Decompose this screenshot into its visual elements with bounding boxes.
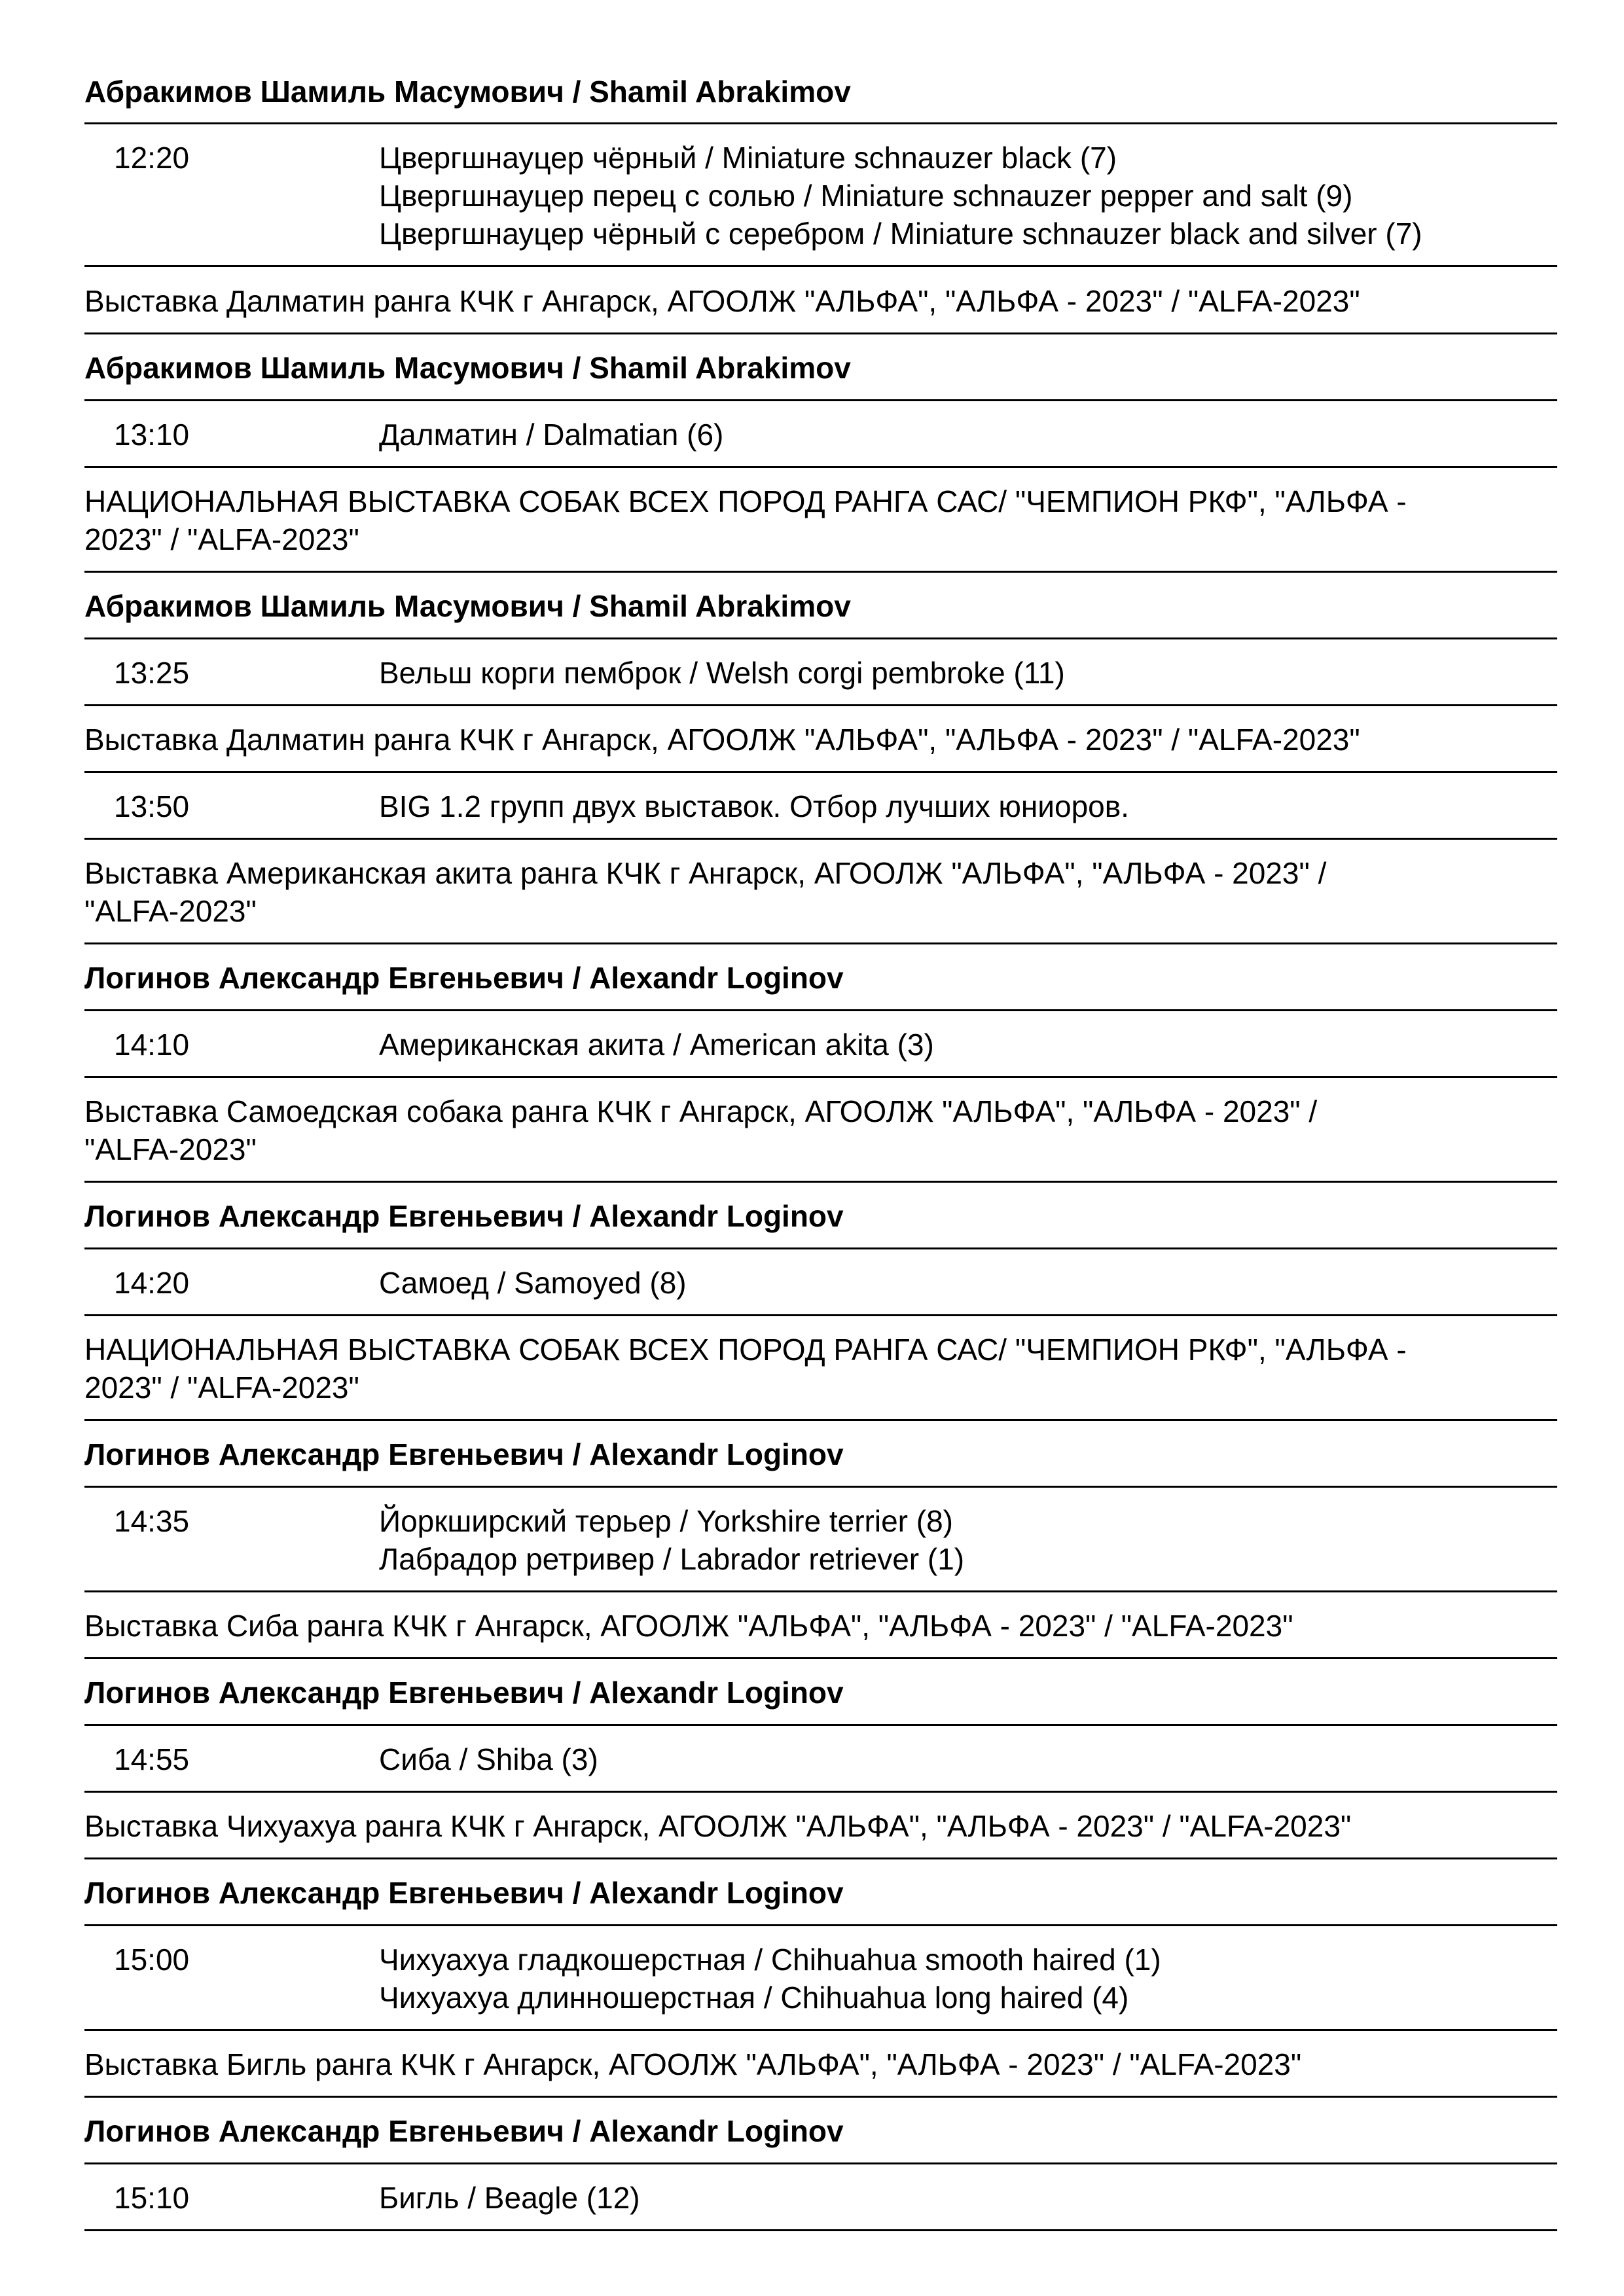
slot-time: 15:10 (114, 2181, 190, 2215)
show-title (84, 1607, 1293, 1645)
judge-row (84, 334, 1557, 401)
show-title-line: Выставка Далматин ранга КЧК г Ангарск, АГООЛЖ "АЛЬФА", "АЛЬФА - 2023" / "ALFA-2023" (84, 723, 1360, 757)
show-title-line: НАЦИОНАЛЬНАЯ ВЫСТАВКА СОБАК ВСЕХ ПОРОД РАНГА САС/ "ЧЕМПИОН РКФ", "АЛЬФА - (84, 1333, 1407, 1367)
breed-line: Чихуахуа гладкошерстная / Chihuahua smooth haired (1) (379, 1943, 1161, 1977)
time-slot-row (84, 1726, 1557, 1793)
judge-name (84, 2112, 844, 2150)
time-slot-row (84, 124, 1557, 267)
show-title (84, 1331, 1407, 1407)
breed-line: Цвергшнауцер перец с солью / Miniature schnauzer pepper and salt (9) (379, 179, 1353, 213)
time-slot-row (84, 639, 1557, 706)
breed-line: Чихуахуа длинношерстная / Chihuahua long haired (4) (379, 1981, 1129, 2015)
time-slot-row (84, 2164, 1557, 2231)
show-title (84, 282, 1360, 320)
judge-name-line: Логинов Александр Евгеньевич / Alexandr Loginov (84, 1876, 844, 1910)
show-title-row (84, 706, 1557, 773)
breed-list (379, 1264, 687, 1302)
judge-row (84, 1859, 1557, 1926)
judge-name-line: Логинов Александр Евгеньевич / Alexandr Loginov (84, 2114, 844, 2148)
show-title-line: "ALFA-2023" (84, 1132, 257, 1166)
show-title (84, 1092, 1317, 1168)
judge-row (84, 1421, 1557, 1488)
show-title-row (84, 840, 1557, 944)
breed-line: Вельш корги пемброк / Welsh corgi pembroke (11) (379, 656, 1065, 690)
time-slot-row (84, 773, 1557, 840)
breed-line: Цвергшнауцер чёрный / Miniature schnauzer black (7) (379, 141, 1117, 175)
breed-line: Цвергшнауцер чёрный с серебром / Miniature schnauzer black and silver (7) (379, 217, 1422, 251)
breed-list (379, 2179, 640, 2217)
slot-time: 14:35 (114, 1504, 190, 1538)
judge-name (84, 73, 851, 111)
show-title (84, 482, 1407, 558)
judge-name-line: Логинов Александр Евгеньевич / Alexandr Loginov (84, 961, 844, 995)
breed-line: BIG 1.2 групп двух выставок. Отбор лучших юниоров. (379, 789, 1129, 823)
time-slot-row (84, 1011, 1557, 1078)
breed-list (379, 1740, 598, 1778)
breed-line: Лабрадор ретривер / Labrador retriever (1) (379, 1542, 965, 1576)
breed-list (379, 787, 1129, 825)
time-slot-row (84, 1488, 1557, 1592)
judge-row (84, 944, 1557, 1011)
breed-line: Сиба / Shiba (3) (379, 1742, 598, 1776)
slot-time: 14:10 (114, 1028, 190, 1062)
show-title (84, 721, 1360, 759)
show-title-line: 2023" / "ALFA-2023" (84, 522, 359, 556)
breed-list (379, 654, 1065, 692)
slot-time: 15:00 (114, 1943, 190, 1977)
breed-line: Американская акита / American akita (3) (379, 1028, 934, 1062)
show-title-line: "ALFA-2023" (84, 894, 257, 928)
show-title-line: Выставка Американская акита ранга КЧК г Ангарск, АГООЛЖ "АЛЬФА", "АЛЬФА - 2023" / (84, 856, 1327, 890)
show-title (84, 2045, 1301, 2083)
judge-name-line: Абракимов Шамиль Масумович / Shamil Abrakimov (84, 75, 851, 109)
judge-row (84, 2098, 1557, 2164)
breed-line: Далматин / Dalmatian (6) (379, 418, 724, 452)
show-title-row (84, 1592, 1557, 1659)
slot-time: 12:20 (114, 141, 190, 175)
judge-name-line: Абракимов Шамиль Масумович / Shamil Abrakimov (84, 589, 851, 623)
slot-time: 13:50 (114, 789, 190, 823)
time-slot-row (84, 1249, 1557, 1316)
judge-name (84, 349, 851, 387)
breed-line: Самоед / Samoyed (8) (379, 1266, 687, 1300)
breed-list (379, 1941, 1161, 2017)
show-title (84, 1807, 1351, 1845)
show-title-line: 2023" / "ALFA-2023" (84, 1371, 359, 1405)
judge-row (84, 1183, 1557, 1249)
judge-name (84, 587, 851, 625)
judge-name-line: Логинов Александр Евгеньевич / Alexandr Loginov (84, 1199, 844, 1233)
slot-time: 13:25 (114, 656, 190, 690)
slot-time: 14:20 (114, 1266, 190, 1300)
breed-list (379, 1026, 934, 1064)
show-title-row (84, 468, 1557, 573)
show-title-row (84, 267, 1557, 334)
slot-time: 13:10 (114, 418, 190, 452)
judge-name (84, 959, 844, 997)
show-title-line: Выставка Далматин ранга КЧК г Ангарск, АГООЛЖ "АЛЬФА", "АЛЬФА - 2023" / "ALFA-2023" (84, 284, 1360, 318)
breed-line: Бигль / Beagle (12) (379, 2181, 640, 2215)
time-slot-row (84, 1926, 1557, 2031)
show-title-line: Выставка Самоедская собака ранга КЧК г Ангарск, АГООЛЖ "АЛЬФА", "АЛЬФА - 2023" / (84, 1094, 1318, 1128)
judge-name (84, 1874, 844, 1912)
time-slot-row (84, 401, 1557, 468)
breed-list (379, 1502, 964, 1578)
show-title-row (84, 2031, 1557, 2098)
breed-list (379, 416, 723, 454)
judge-row (84, 59, 1557, 124)
judge-row (84, 1659, 1557, 1726)
show-title-line: Выставка Сиба ранга КЧК г Ангарск, АГООЛЖ "АЛЬФА", "АЛЬФА - 2023" / "ALFA-2023" (84, 1609, 1293, 1643)
show-title-line: Выставка Бигль ранга КЧК г Ангарск, АГООЛЖ "АЛЬФА", "АЛЬФА - 2023" / "ALFA-2023" (84, 2047, 1302, 2081)
judge-name-line: Логинов Александр Евгеньевич / Alexandr Loginov (84, 1676, 844, 1710)
judge-name-line: Абракимов Шамиль Масумович / Shamil Abrakimov (84, 351, 851, 385)
breed-line: Йоркширский терьер / Yorkshire terrier (8) (379, 1504, 953, 1538)
show-title-line: НАЦИОНАЛЬНАЯ ВЫСТАВКА СОБАК ВСЕХ ПОРОД РАНГА САС/ "ЧЕМПИОН РКФ", "АЛЬФА - (84, 484, 1407, 518)
show-title-row (84, 1078, 1557, 1183)
show-title-row (84, 1316, 1557, 1421)
show-title (84, 854, 1326, 930)
judge-name (84, 1674, 844, 1712)
judge-row (84, 573, 1557, 639)
slot-time: 14:55 (114, 1742, 190, 1776)
show-title-row (84, 1793, 1557, 1859)
judge-name (84, 1435, 844, 1473)
judge-name (84, 1197, 844, 1235)
judge-name-line: Логинов Александр Евгеньевич / Alexandr Loginov (84, 1437, 844, 1471)
breed-list (379, 139, 1422, 253)
show-title-line: Выставка Чихуахуа ранга КЧК г Ангарск, АГООЛЖ "АЛЬФА", "АЛЬФА - 2023" / "ALFA-2023" (84, 1809, 1352, 1843)
